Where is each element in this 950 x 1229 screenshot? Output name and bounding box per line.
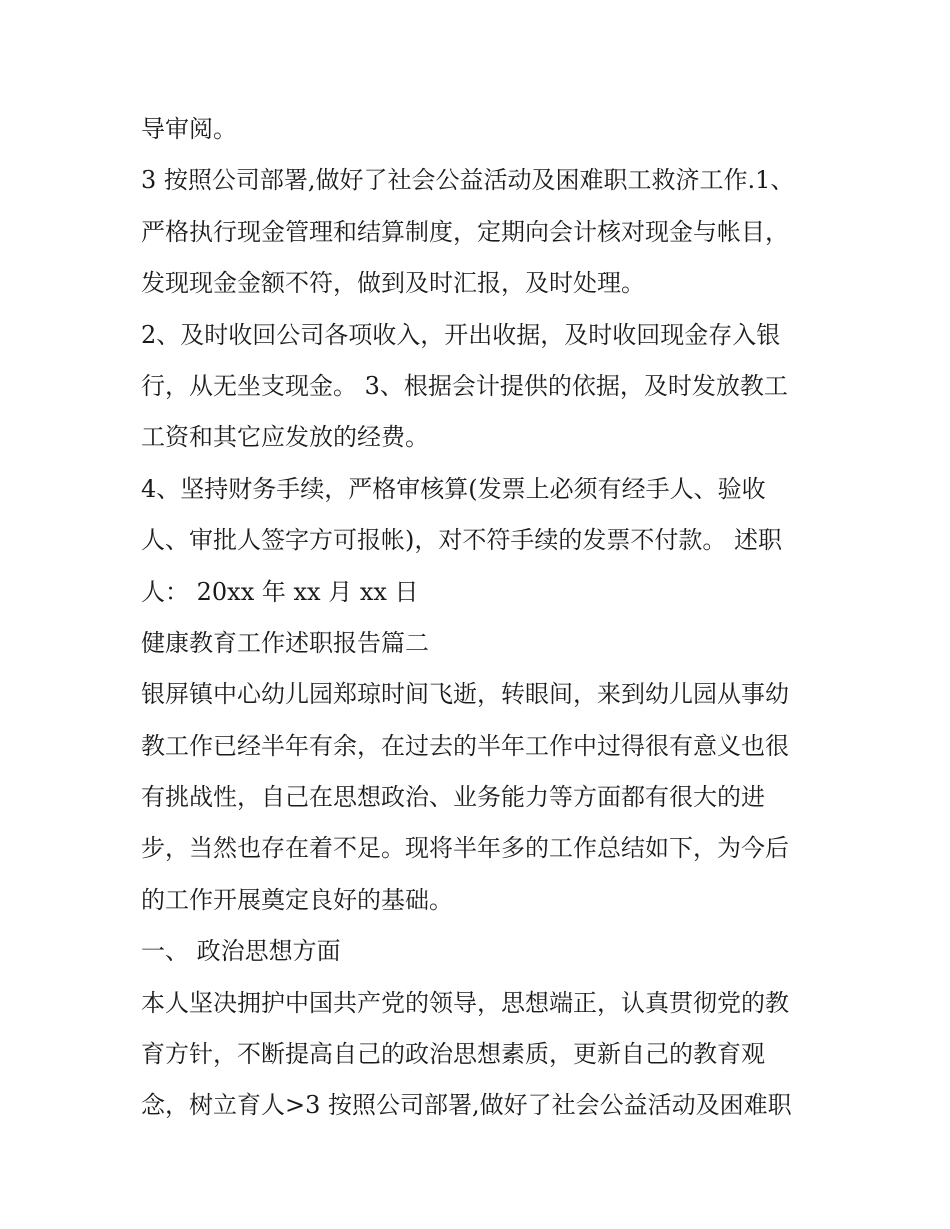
text-line: 念，树立育人>3 按照公司部署,做好了社会公益活动及困难职 [141, 1091, 792, 1120]
text-line: 严格执行现金管理和结算制度，定期向会计核对现金与帐目， [141, 217, 789, 246]
text-line: 人、审批人签字方可报帐)，对不符手续的发票不付款。 述职 [141, 526, 782, 555]
text-line: 教工作已经半年有余，在过去的半年工作中过得很有意义也很 [141, 731, 789, 760]
text-line: 3 按照公司部署,做好了社会公益活动及困难职工救济工作.1、 [141, 166, 795, 195]
text-line: 导审阅。 [141, 115, 237, 143]
text-line: 步，当然也存在着不足。现将半年多的工作总结如下，为今后 [141, 834, 789, 863]
text-line: 2、及时收回公司各项收入，开出收据，及时收回现金存入银 [141, 320, 781, 349]
document-body [141, 104, 821, 1132]
text-line: 工资和其它应发放的经费。 [141, 423, 429, 452]
text-line: 4、坚持财务手续，严格审核算(发票上必须有经手人、验收 [141, 474, 766, 503]
text-line: 的工作开展奠定良好的基础。 [141, 885, 453, 914]
subsection-heading: 一、 政治思想方面 [141, 937, 341, 966]
section-heading: 健康教育工作述职报告篇二 [141, 628, 429, 657]
text-line: 银屏镇中心幼儿园郑琼时间飞逝，转眼间，来到幼儿园从事幼 [141, 680, 789, 709]
text-line: 本人坚决拥护中国共产党的领导，思想端正，认真贯彻党的教 [141, 988, 789, 1017]
text-line: 育方针，不断提高自己的政治思想素质，更新自己的教育观 [141, 1040, 765, 1069]
text-line: 人： 20xx 年 xx 月 xx 日 [141, 577, 419, 606]
text-line: 发现现金金额不符，做到及时汇报，及时处理。 [141, 269, 645, 298]
text-line: 行，从无坐支现金。 3、根据会计提供的依据，及时发放教工 [141, 371, 788, 400]
text-line: 有挑战性，自己在思想政治、业务能力等方面都有很大的进 [141, 783, 765, 812]
